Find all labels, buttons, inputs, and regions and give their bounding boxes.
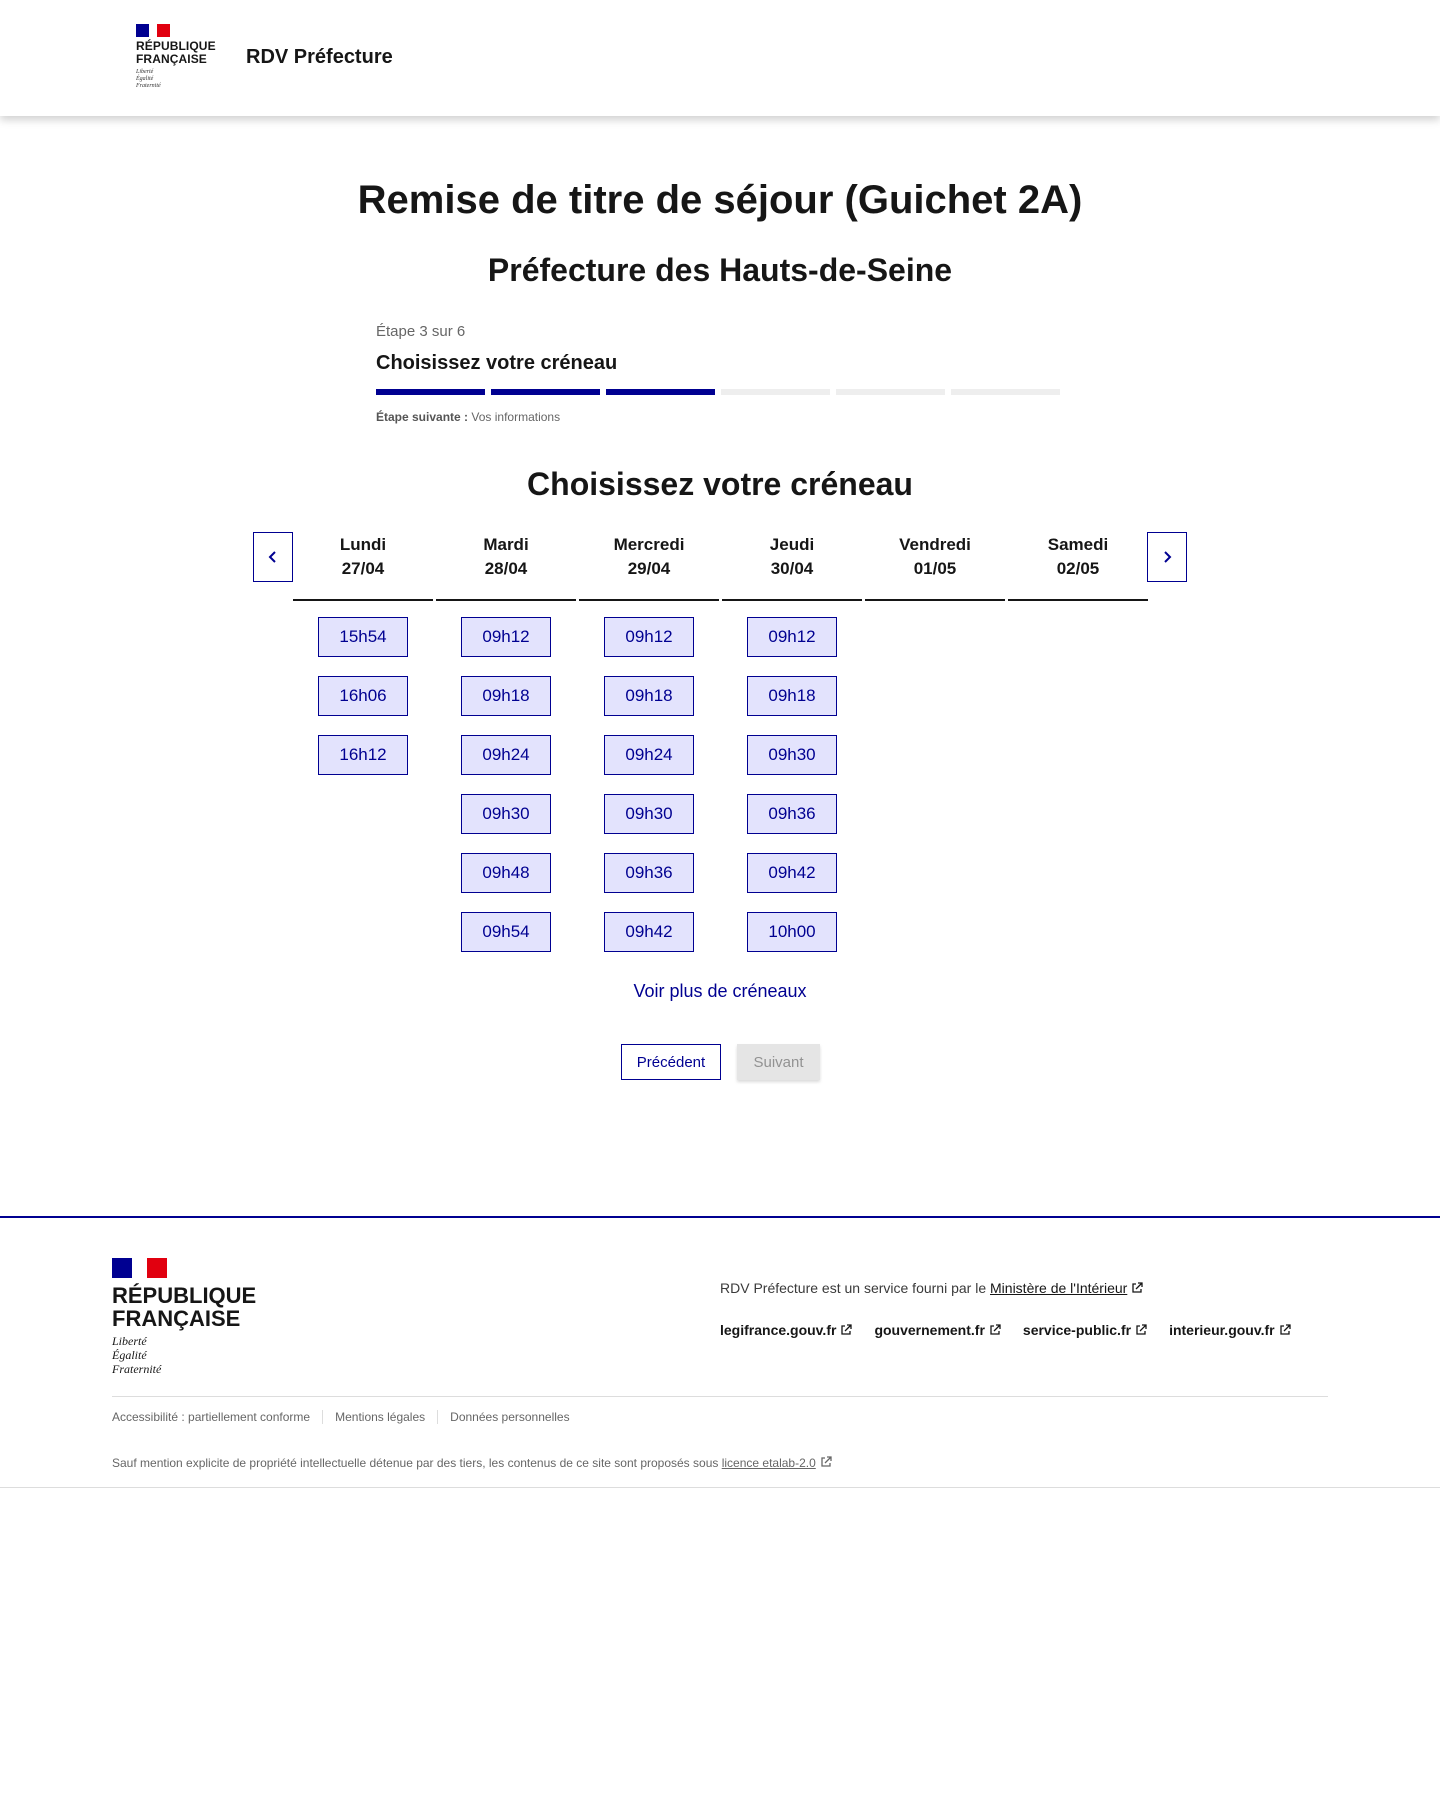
- page-title: Remise de titre de séjour (Guichet 2A): [357, 178, 1083, 222]
- previous-week-button[interactable]: [253, 532, 293, 582]
- time-slot-button[interactable]: 15h54: [318, 617, 408, 657]
- footer-divider: [112, 1396, 1328, 1397]
- next-step: [376, 410, 1064, 424]
- next-button[interactable]: Suivant: [737, 1044, 820, 1080]
- day-date: 02/05: [1056, 559, 1100, 578]
- time-slot-button[interactable]: 09h12: [604, 617, 694, 657]
- footer-description: RDV Préfecture est un service fourni par le Ministère de l'Intérieur: [720, 1280, 1143, 1296]
- day-date: 28/04: [484, 559, 528, 578]
- time-slot-button[interactable]: 09h24: [604, 735, 694, 775]
- time-slot-button[interactable]: 09h24: [461, 735, 551, 775]
- site-header: [0, 0, 1440, 116]
- more-slots-link[interactable]: Voir plus de créneaux: [633, 981, 807, 1001]
- external-link-icon: [1135, 1324, 1147, 1336]
- day-column: [579, 533, 719, 952]
- calendar-title: Choisissez votre créneau: [527, 466, 913, 502]
- service-title[interactable]: RDV Préfecture: [246, 46, 393, 68]
- previous-button[interactable]: Précédent: [621, 1044, 721, 1080]
- next-step-label: Étape suivante :: [376, 410, 469, 424]
- footer-bottom-links: [112, 1410, 582, 1424]
- day-column: [436, 533, 576, 952]
- step-bar-4: [721, 389, 830, 395]
- time-slot-button[interactable]: 09h30: [604, 794, 694, 834]
- day-header: [1008, 533, 1148, 601]
- day-name: Jeudi: [769, 535, 815, 554]
- step-bar-5: [836, 389, 945, 395]
- footer-logo-motto: Liberté Égalité Fraternité: [112, 1334, 162, 1376]
- stepper: [376, 323, 1064, 424]
- footer-bottom-link[interactable]: Accessibilité : partiellement conforme: [112, 1410, 311, 1424]
- day-column: [865, 533, 1005, 617]
- time-slot-button[interactable]: 09h18: [747, 676, 837, 716]
- day-column: [293, 533, 433, 775]
- logo-motto: Liberté Égalité Fraternité: [136, 69, 161, 89]
- time-slot-button[interactable]: 09h54: [461, 912, 551, 952]
- time-slot-button[interactable]: 10h00: [747, 912, 837, 952]
- logo-text: RÉPUBLIQUE FRANÇAISE: [136, 39, 216, 66]
- time-slot-button[interactable]: 09h30: [747, 735, 837, 775]
- footer-external-link[interactable]: interieur.gouv.fr: [1169, 1322, 1291, 1338]
- license-link[interactable]: licence etalab-2.0: [722, 1456, 832, 1470]
- day-date: 29/04: [627, 559, 671, 578]
- page-subtitle: Préfecture des Hauts-de-Seine: [487, 252, 953, 288]
- footer-external-link[interactable]: legifrance.gouv.fr: [720, 1322, 852, 1338]
- external-link-icon: [840, 1324, 852, 1336]
- slot-list: [722, 601, 862, 952]
- footer-bottom-link[interactable]: Données personnelles: [437, 1410, 581, 1424]
- next-week-button[interactable]: [1147, 532, 1187, 582]
- republique-francaise-logo[interactable]: [136, 24, 226, 94]
- step-name: Choisissez votre créneau: [376, 352, 618, 374]
- day-date: 01/05: [913, 559, 957, 578]
- time-slot-button[interactable]: 09h36: [604, 853, 694, 893]
- day-date: 27/04: [341, 559, 385, 578]
- external-link-icon: [989, 1324, 1001, 1336]
- day-date: 30/04: [770, 559, 814, 578]
- time-slot-button[interactable]: 16h06: [318, 676, 408, 716]
- time-slot-button[interactable]: 09h48: [461, 853, 551, 893]
- chevron-left-icon: [266, 550, 280, 564]
- footer-external-link[interactable]: gouvernement.fr: [874, 1322, 1000, 1338]
- day-column: [1008, 533, 1148, 617]
- day-name: Mardi: [483, 535, 529, 554]
- slot-list: [436, 601, 576, 952]
- external-link-icon: [1279, 1324, 1291, 1336]
- slot-list: [865, 601, 1005, 617]
- time-slot-button[interactable]: 09h12: [461, 617, 551, 657]
- day-name: Mercredi: [613, 535, 685, 554]
- external-link-icon: [820, 1456, 832, 1468]
- day-header: [722, 533, 862, 601]
- day-header: [865, 533, 1005, 601]
- ministere-link[interactable]: Ministère de l'Intérieur: [990, 1280, 1143, 1296]
- slot-list: [579, 601, 719, 952]
- slot-list: [293, 601, 433, 775]
- step-bar-3: [606, 389, 715, 395]
- footer-license: Sauf mention explicite de propriété intellectuelle détenue par des tiers, les contenus de ce site sont proposés sous licence etalab-2.0: [112, 1456, 832, 1470]
- marianne-flag-icon: [136, 24, 170, 37]
- time-slot-button[interactable]: 09h12: [747, 617, 837, 657]
- next-step-value: Vos informations: [471, 410, 561, 424]
- step-bar-1: [376, 389, 485, 395]
- time-slot-button[interactable]: 16h12: [318, 735, 408, 775]
- footer-logo-text: RÉPUBLIQUE FRANÇAISE: [112, 1283, 257, 1331]
- slot-list: [1008, 601, 1148, 617]
- day-column: [722, 533, 862, 952]
- time-slot-button[interactable]: 09h42: [604, 912, 694, 952]
- step-count: Étape 3 sur 6: [376, 323, 466, 340]
- step-progress-bars: [376, 389, 1064, 395]
- day-header: [293, 533, 433, 601]
- step-bar-6: [951, 389, 1060, 395]
- step-bar-2: [491, 389, 600, 395]
- time-slot-button[interactable]: 09h42: [747, 853, 837, 893]
- time-slot-button[interactable]: 09h36: [747, 794, 837, 834]
- time-slot-button[interactable]: 09h18: [604, 676, 694, 716]
- footer-links: [720, 1322, 1291, 1338]
- time-slot-button[interactable]: 09h18: [461, 676, 551, 716]
- day-name: Samedi: [1047, 535, 1109, 554]
- marianne-flag-icon: [112, 1258, 167, 1278]
- external-link-icon: [1131, 1282, 1143, 1294]
- footer-bottom-link[interactable]: Mentions légales: [322, 1410, 437, 1424]
- day-header: [579, 533, 719, 601]
- day-name: Vendredi: [899, 535, 971, 554]
- site-footer: [0, 1216, 1440, 1488]
- time-slot-button[interactable]: 09h30: [461, 794, 551, 834]
- footer-external-link[interactable]: service-public.fr: [1023, 1322, 1147, 1338]
- day-header: [436, 533, 576, 601]
- chevron-right-icon: [1160, 550, 1174, 564]
- day-name: Lundi: [339, 535, 387, 554]
- footer-logo[interactable]: [112, 1258, 256, 1376]
